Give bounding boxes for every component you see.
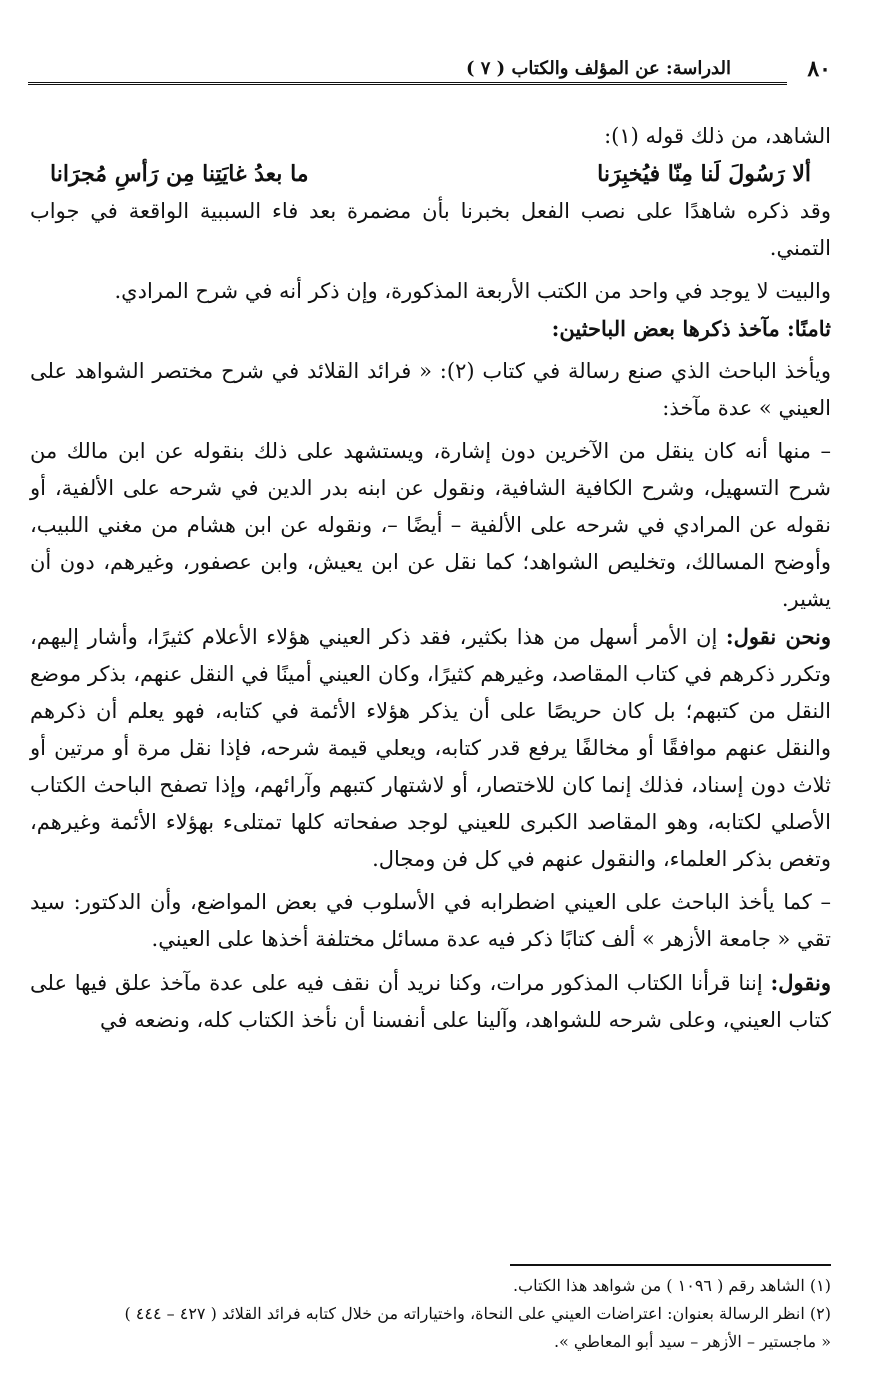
paragraph: وقد ذكره شاهدًا على نصب الفعل بخبرنا بأن مضمرة بعد فاء السببية الواقعة في جواب التمني.	[30, 199, 831, 260]
footnote: (١) الشاهد رقم ( ١٠٩٦ ) من شواهد هذا الكتاب.	[512, 1276, 831, 1295]
verse-hemistich-first: ألا رَسُولَ لَنا مِنّا فيُخبِرَنا	[597, 161, 811, 187]
footnote-continuation: « ماجستير – الأزهر – سيد أبو المعاطي ».	[553, 1332, 831, 1351]
paragraph-text: إن الأمر أسهل من هذا بكثير، فقد ذكر العيني هؤلاء الأعلام كثيرًا، وأشار إليهم، وتكرر ذكرهم في كتاب المقاصد، وغيرهم كثيرًا، وكان العيني أمينًا في النقل عنهم، بذكر موضع النقل من كتبهم؛ بل كان حريصًا على أن يذكر هؤلاء الأئمة في كتابه، فهو يعلم أن ذكرهم والنقل عنهم موافقًا أو مخالفًا يرفع قدر كتابه، ويعلي قيمة شرحه، فإذا نقل مرة أو مرتين أو ثلاث دون إسناد، فذلك إنما كان للاختصار، أو لاشتهار كتبهم وآرائهم، وإذا تصفح الباحث الكتاب الأصلي لكتابه، وهو المقاصد الكبرى للعيني لوجد صفحاته كلها تمتلىء بهؤلاء الأئمة وغيرهم، وتغص بذكر العلماء، والنقول عنهم في كل فن ومجال.	[30, 625, 831, 871]
paragraph	[30, 618, 831, 878]
paragraph-lead: ونحن نقول:	[725, 624, 832, 649]
footnote: (٢) انظر الرسالة بعنوان: اعتراضات العيني على النحاة، واختياراته من خلال كتابه فرائد القلائد ( ٤٢٧ – ٤٤٤ )	[124, 1304, 831, 1323]
footnote-rule	[510, 1264, 831, 1266]
poetry-verse	[30, 155, 831, 193]
paragraph: – منها أنه كان ينقل من الآخرين دون إشارة، ويستشهد على ذلك بنقوله عن ابن مالك من شرح التسهيل، وشرح الكافية الشافية، ونقول عن ابنه بدر الدين في شرحه على الألفية، أو نقوله عن المرادي في شرحه على الألفية – أيضًا –، ونقوله عن ابن هشام من مغني اللبيب، وأوضح المسالك، وتخليص الشواهد؛ كما نقل عن ابن يعيش، وابن عصفور، وغيرهم، دون أن يشير.	[30, 439, 831, 611]
verse-hemistich-second: ما بعدُ غايَتِنا مِن رَأسِ مُجرَانا	[50, 161, 309, 187]
page-number: ٨٠	[807, 56, 831, 82]
page-header	[28, 56, 831, 90]
paragraph: ويأخذ الباحث الذي صنع رسالة في كتاب (٢): « فرائد القلائد في شرح مختصر الشواهد على العيني » عدة مآخذ:	[30, 359, 831, 420]
paragraph	[30, 964, 831, 1039]
section-heading: ثامنًا: مآخذ ذكرها بعض الباحثين:	[551, 316, 831, 341]
paragraph: – كما يأخذ الباحث على العيني اضطرابه في الأسلوب في بعض المواضع، وأن الدكتور: سيد تقي « جامعة الأزهر » ألف كتابًا ذكر فيه عدة مسائل مختلفة أخذها على العيني.	[30, 890, 831, 951]
main-text	[30, 118, 831, 1039]
running-title: الدراسة: عن المؤلف والكتاب ( ٧ )	[465, 58, 731, 79]
header-rule	[28, 82, 787, 88]
paragraph-text: إننا قرأنا الكتاب المذكور مرات، وكنا نريد أن نقف فيه على عدة مآخذ علق فيها على كتاب العيني، وعلى شرحه للشواهد، وآلينا على أنفسنا أن نأخذ الكتاب كله، ونضعه في	[30, 971, 831, 1032]
paragraph: والبيت لا يوجد في واحد من الكتب الأربعة المذكورة، وإن ذكر أنه في شرح المرادي.	[114, 279, 831, 303]
footnotes	[30, 1272, 831, 1356]
paragraph-intro: الشاهد، من ذلك قوله (١):	[604, 124, 831, 148]
paragraph-lead: ونقول:	[770, 970, 831, 995]
